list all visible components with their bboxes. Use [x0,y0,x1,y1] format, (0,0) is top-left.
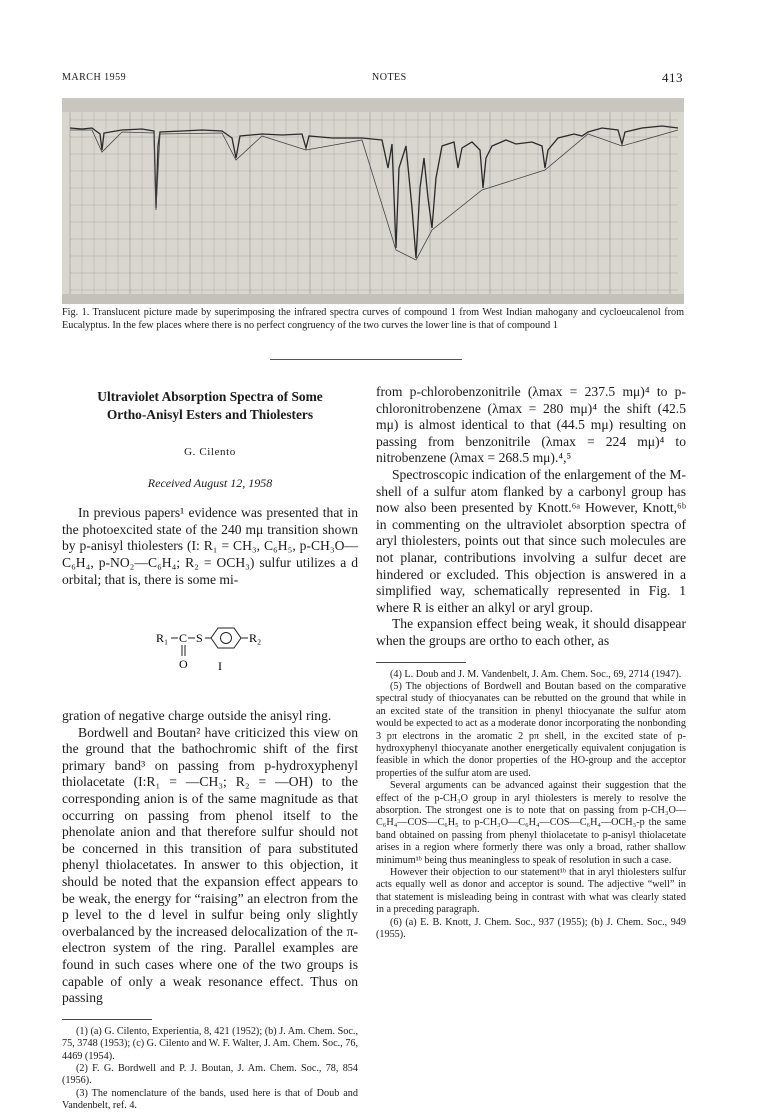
article-author: G. Cilento [184,446,236,458]
footnotes-right [376,669,686,942]
article-title-line2: Ortho-Anisyl Esters and Thiolesters [106,407,314,422]
thiolester-structure-i [154,626,294,698]
structure-o: O [179,657,188,671]
page-number: 413 [662,70,683,85]
received-date: Received August 12, 1958 [147,475,273,490]
structure-s: S [196,631,203,645]
paragraph-shift: from p-chlorobenzonitrile (λmax = 237.5 mμ)⁴ to p-chloronitrobenzene (λmax = 280 mμ)⁴ the shift (42.5 mμ) is almost identical to that (44.5 mμ) resulting on passing from benzonitrile (λmax = 224 mμ)⁴ to nitrobenzene (λmax = 268.5 mμ).⁴,⁵ [376,384,686,466]
paragraph-bordwell: Bordwell and Boutan² have criticized this view on the ground that the bathochromic shift of the first primary band³ on passing from p-hydroxyphenyl thiolacetate (I:R₁ = —CH₃; R₂ = —OH) to the corresponding anion is of the same magnitude as that occurring on passing from phenol itself to the phenolate anion and that therefore sulfur should not be concerned in this transition of para substituted phenyl thiolacetates. In answer to this objection, it should be noted that the expansion effect appears to be weak, the energy for “raising” an electron from the p level to the d level in sulfur being only slightly overbalanced by the increased delocalization of the π-electron system of the ring. Parallel examples are found in such cases where one of the two groups is capable of only a weak resonance effect. Thus on passing [62,724,358,1006]
footnote-rule-left [62,1019,152,1020]
paragraph-intro: In previous papers¹ evidence was presented that in the photoexcited state of the 240 mμ transition shown by p-anisyl thiolesters (I: R₁ = CH₃, C₆H₅, p-CH₃O—C₆H₄, p-NO₂—C₆H₄; R₂ = OCH₃) sulfur utilizes a d orbital; that is, there is some mi- [62,505,358,587]
paragraph-spectroscopic: Spectroscopic indication of the enlargement of the M-shell of a sulfur atom flanked by a carbonyl group has now also been presented by Knott.⁶ᵃ However, Knott,⁶ᵇ in commenting on the ultraviolet absorption spectra of aryl thiolesters, points out that since such molecules are not planar, contributions involving a sulfur decet are hindered or excluded. This objection is answered in a simplified way, schematically represented in Fig. 1 where R is either an alkyl or aryl group. [376,466,686,615]
figure-caption: Fig. 1. Translucent picture made by superimposing the infrared spectra curves of compound 1 from West Indian mahogany and cycloeucalenol from Eucalyptus. In the few places where there is no perfect congruency of the two curves the lower line is that of compound 1 [62,307,684,331]
footnote-5-cont-b: However their objection to our statement¹ᵇ that in aryl thiolesters sulfur acts equally well as donor and acceptor is sound. The adjective “well” in that statement is misleading being in contrast with what was clearly stated in a preceding paragraph. [376,867,686,916]
structure-c: C [179,631,188,645]
structure-r2: R₂ [249,631,262,645]
footnote-rule-right [376,662,466,663]
footnote-4: (4) L. Doub and J. M. Vandenbelt, J. Am. Chem. Soc., 69, 2714 (1947). [390,668,682,680]
left-column-bottom [62,708,358,1113]
footnote-5-cont-a: Several arguments can be advanced against their suggestion that the effect of the p-CH₃O group in aryl thiolesters is merely to resolve the absorption. The strongest one is to note that on passing from p-CH₃O—C₆H₄—COS—C₆H₅ to p-CH₃O—C₆H₄—COS—C₆H₄—OCH₃-p the same band obtained on passing from phenyl thiolacetate to p-anisyl thiolacetate arises in a region where formerly there was only a broad, rather shallow minimum¹ᵇ being thus meaningless to speak of resolution in such a case. [376,780,686,866]
section-divider [270,359,462,360]
structure-label: I [218,659,222,673]
footnote-3: (3) The nomenclature of the bands, used here is that of Doub and Vandenbelt, ref. 4. [62,1087,358,1112]
paragraph-expansion: The expansion effect being weak, it should disappear when the groups are ortho to each other, as [376,616,686,648]
structure-r1: R₁ [156,631,169,645]
footnote-5: (5) The objections of Bordwell and Boutan based on the comparative spectral study of thiocyanates can be rebutted on the ground that while in an excited state of the transition in phenyl thiocyanate the sulfur atom would be expected to act as a moderate donor incorporating the nonbonding 3 pπ electrons in the aromatic 2 pπ shell, in the excited state of p-hydroxyphenyl thiocyanate another energetically equivalent conjugation is feasible in which the donor properties of the HO-group and the acceptor properties of the sulfur atom are used. [376,680,686,779]
right-column [376,384,686,941]
footnotes-left [62,1026,358,1113]
running-header-section: NOTES [372,72,407,83]
paragraph-intro-cont: gration of negative charge outside the anisyl ring. [62,708,332,723]
article-title-line1: Ultraviolet Absorption Spectra of Some [97,389,323,404]
footnote-1: (1) (a) G. Cilento, Experientia, 8, 421 (1952); (b) J. Am. Chem. Soc., 75, 3748 (1953); (c) G. Cilento and W. F. Walter, J. Am. Chem. Soc., 76, 4469 (1954). [62,1025,358,1062]
footnote-2: (2) F. G. Bordwell and P. J. Boutan, J. Am. Chem. Soc., 78, 854 (1956). [62,1062,358,1087]
running-header-date: MARCH 1959 [62,72,127,83]
infrared-spectrum-figure [62,98,684,304]
left-column-top [62,388,358,588]
footnote-6: (6) (a) E. B. Knott, J. Chem. Soc., 937 (1955); (b) J. Chem. Soc., 949 (1955). [376,916,686,941]
